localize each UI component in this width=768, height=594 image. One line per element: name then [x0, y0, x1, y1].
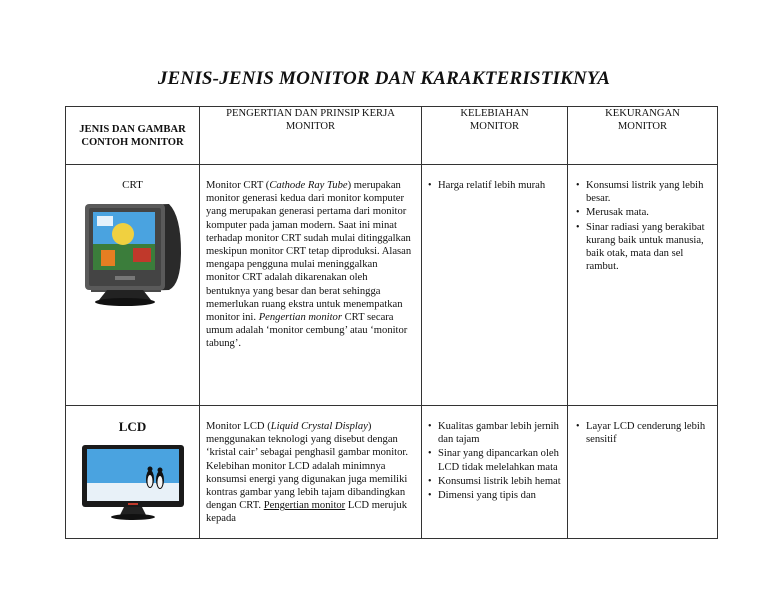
table-row [66, 406, 718, 539]
lcd-monitor-image [80, 443, 186, 521]
list-item: • Kualitas gambar lebih jernih dan tajam [428, 420, 563, 446]
monitor-table [65, 106, 718, 539]
header-kekurangan [568, 107, 718, 165]
header-pengertian-line2: MONITOR [285, 121, 336, 133]
header-kelebihan-line1: KELEBIAHAN [460, 108, 529, 119]
lcd-desc-a-italic: Liquid Crystal Display [270, 421, 368, 432]
crt-desc-a-italic: Cathode Ray Tube [269, 180, 348, 191]
header-kelebihan-line2: MONITOR [469, 121, 520, 133]
crt-monitor-image [77, 200, 189, 308]
list-item: • Dimensi yang tipis dan [428, 489, 563, 502]
table-row [66, 165, 718, 406]
lcd-desc-c-underline[interactable]: Pengertian monitor [263, 500, 346, 512]
header-jenis-line2: CONTOH MONITOR [81, 137, 184, 149]
page-title: JENIS-JENIS MONITOR DAN KARAKTERISTIKNYA [157, 68, 611, 89]
crt-description [200, 165, 422, 406]
header-pengertian [200, 107, 422, 165]
list-item: • Konsumsi listrik yang lebih besar. [576, 179, 713, 205]
lcd-description [200, 406, 422, 539]
crt-desc-c-italic: Pengertian monitor [258, 312, 342, 324]
header-jenis-line1: JENIS DAN GAMBAR [79, 124, 186, 135]
lcd-desc-b: ) menggunakan teknologi yang disebut dengan ‘kristal cair’ sebagai penghasil gambar monitor. Kelebihan monitor LCD adalah minimnya konsumsi energi yang digunakan juga memiliki kontras gambar yang lebih tajam dibandingkan dengan CRT. [206, 421, 408, 512]
crt-desc-b: ) merupakan monitor generasi kedua dari monitor komputer yang merupakan generasi pertama dari monitor komputer pada jaman modern. Saat ini minat terhadap monitor CRT sudah mulai ditinggalkan meskipun monitor CRT tetap diproduksi. Alasan mengapa pengguna mulai meninggalkan monitor CRT adalah dikarenakan oleh bentuknya yang besar dan berat sehingga memerlukan ruang ekstra untuk menempatkan monitor ini. [206, 180, 412, 324]
header-jenis [66, 107, 200, 165]
crt-desc-d: CRT secara umum adalah ‘monitor cembung’ atau ‘monitor tabung’. [206, 312, 408, 350]
header-kekurangan-line2: MONITOR [617, 121, 668, 133]
lcd-advantages [422, 406, 568, 539]
crt-desc-a: Monitor CRT ( [206, 180, 270, 191]
lcd-name: LCD [118, 419, 147, 434]
crt-name: CRT [122, 179, 143, 191]
header-kekurangan-line1: KEKURANGAN [605, 108, 680, 119]
list-item: • Layar LCD cenderung lebih sensitif [576, 420, 713, 446]
list-item: • Merusak mata. [576, 206, 713, 219]
lcd-disadvantages [568, 406, 718, 539]
lcd-desc-a: Monitor LCD ( [206, 421, 271, 432]
list-item: • Konsumsi listrik lebih hemat [428, 475, 563, 488]
crt-advantages [422, 165, 568, 406]
crt-name-cell [66, 165, 200, 406]
header-pengertian-line1: PENGERTIAN DAN PRINSIP KERJA [226, 108, 395, 119]
crt-disadvantages [568, 165, 718, 406]
header-kelebihan [422, 107, 568, 165]
lcd-name-cell [66, 406, 200, 539]
table-header-row [66, 107, 718, 165]
lcd-desc-d: LCD merujuk kepada [206, 500, 408, 525]
list-item: • Sinar yang dipancarkan oleh LCD tidak melelahkan mata [428, 447, 563, 473]
list-item: • Harga relatif lebih murah [428, 179, 563, 192]
list-item: • Sinar radiasi yang berakibat kurang baik untuk manusia, baik otak, mata dan sel rambut. [576, 221, 713, 274]
